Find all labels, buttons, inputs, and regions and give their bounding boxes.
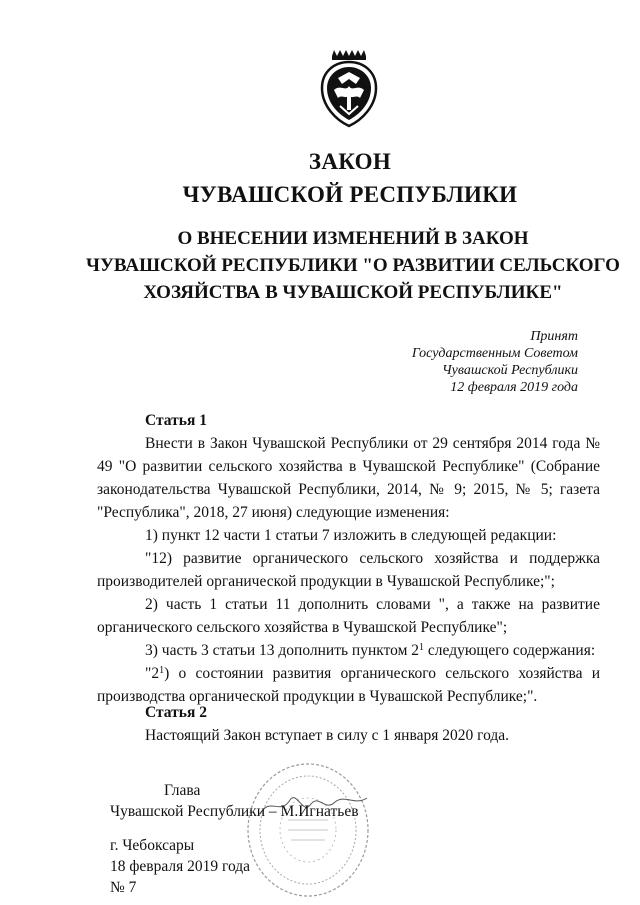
signing-city: г. Чебоксары — [110, 837, 195, 854]
law-title: ЗАКОН — [308, 149, 392, 174]
law-title-republic: ЧУВАШСКОЙ РЕСПУБЛИКИ — [182, 182, 518, 207]
item-3-superscript: 1 — [419, 642, 425, 653]
article-1-item-3 — [97, 639, 600, 662]
law-subtitle-line-3: ХОЗЯЙСТВА В ЧУВАШСКОЙ РЕСПУБЛИКЕ" — [143, 282, 563, 303]
signature-name: Чувашской Республики – М.Игнатьев — [110, 803, 359, 820]
law-subtitle-line-1: О ВНЕСЕНИИ ИЗМЕНЕНИЙ В ЗАКОН — [177, 228, 529, 249]
article-2-heading: Статья 2 — [145, 704, 207, 721]
article-1-item-1: 1) пункт 12 части 1 статьи 7 изложить в следующей редакции: — [145, 527, 557, 544]
article-1-heading: Статья 1 — [145, 412, 207, 429]
item-3-text-end: следующего содержания: — [424, 642, 596, 659]
item-3-quote-start: "2 — [145, 665, 160, 682]
adoption-note-line: Государственным Советом — [411, 346, 578, 361]
law-subtitle-line-2: ЧУВАШСКОЙ РЕСПУБЛИКИ "О РАЗВИТИИ СЕЛЬСКОГО — [86, 255, 620, 276]
law-number: № 7 — [110, 879, 137, 896]
article-2 — [97, 701, 600, 747]
adoption-note-line: Чувашской Республики — [442, 363, 578, 378]
adoption-note-line: 12 февраля 2019 года — [450, 380, 578, 395]
adoption-note-line: Принят — [530, 329, 578, 344]
article-1-intro: Внести в Закон Чувашской Республики от 29 сентября 2014 года № 49 "О развитии сельского хозяйства в Чувашской Республике" (Собрание законодательства Чувашской Республики, 2014, № 9; 2015, № 5; газета "Республика", 2018, 27 июня) следующие изменения: — [97, 435, 600, 521]
article-1 — [97, 409, 600, 708]
item-3-text-start: 3) часть 3 статьи 13 дополнить пунктом 2 — [145, 642, 420, 659]
adoption-note — [412, 328, 578, 396]
item-3-quote-superscript: 1 — [159, 665, 165, 676]
article-1-item-1-text: "12) развитие органического сельского хозяйства и поддержка производителей органической продукции в Чувашской Республике;"; — [97, 550, 600, 590]
article-1-item-2: 2) часть 1 статьи 11 дополнить словами ", а также на развитие органического сельского хозяйства в Чувашской Республике"; — [97, 596, 600, 636]
article-2-text: Настоящий Закон вступает в силу с 1 января 2020 года. — [145, 727, 510, 744]
official-seal-stamp — [243, 760, 373, 900]
signature-title: Глава — [164, 782, 201, 799]
signing-date: 18 февраля 2019 года — [110, 858, 251, 875]
item-3-quote-end: ) о состоянии развития органического сельского хозяйства и производства органической продукции в Чувашской Республике;". — [97, 665, 600, 705]
coat-of-arms-emblem — [316, 48, 382, 128]
